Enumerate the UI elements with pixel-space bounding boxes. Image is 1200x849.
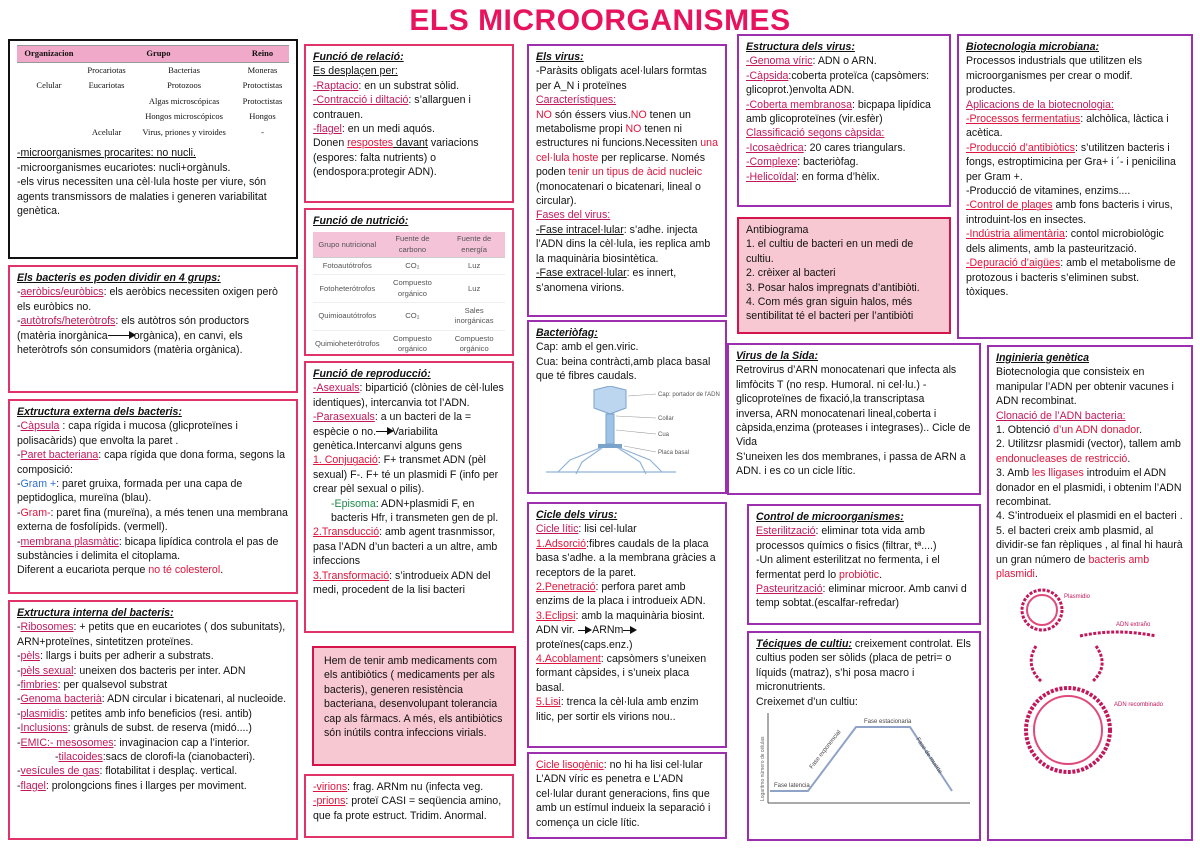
capsula-line: -Càpsula : capa rígida i mucosa (glicproteïnes i polisacàrids) que envolta la paret . <box>17 420 238 447</box>
contraccio-line: -Contracció i diltació: s’allarguen i contrauen. <box>313 94 471 121</box>
plasmid-label: ADN recombinado <box>1114 701 1164 708</box>
table-cell: CO₂ <box>382 302 444 330</box>
plasmid-label: Plasmidio <box>1064 593 1091 600</box>
arrow-icon <box>376 431 392 432</box>
table-cell: Fotoheterótrofos <box>313 275 382 303</box>
bacteriofag-heading: Bacteriòfag: <box>536 327 598 339</box>
caracteristiques-text: NO són éssers vius.NO tenen un metabolisme propi NO tenen ni estructures ni funcions.Necessiten una cel·lula hoste per replicarse. Només poden tenir un tipus de àcid nucleic (monocatenari o bicatenari, lineal o circular). <box>536 108 718 208</box>
cultiu-chart-label: Creixemet d’un cultiu: <box>756 695 858 708</box>
table-row <box>17 78 289 94</box>
table-cell: Virus, priones y viroides <box>142 126 226 137</box>
interna-item: -pèls sexual: uneixen dos bacteris per inter. ADN <box>17 664 246 677</box>
autotrofs-line: -autòtrofs/heteròtrofs: els autòtros són productors (matèria inorgànica orgànica), en canvi, els heteròtrofs són consumidors (matèria orgànica). <box>17 315 250 357</box>
relacio-heading: Funció de relació: <box>313 51 404 63</box>
eclipsi-flow: ADN vir. ARNm <box>536 623 718 637</box>
interna-heading: Extructura interna del bacteris: <box>17 607 174 619</box>
y-axis-label: Logaritmo número de células <box>760 736 766 802</box>
grups-box <box>8 265 298 393</box>
table-header: Organizacion <box>17 46 81 63</box>
classificacio-label: Classificació segons càpsida: <box>746 127 885 140</box>
interna-item: -Ribosomes: + petits que en eucariotes ( dos subunitats), ARN+proteïnes, sintetitzen proteïnes. <box>17 621 286 648</box>
paret-line: -Paret bacteriana: capa rígida que dona forma, segons la composició: <box>17 449 285 476</box>
eucariotes-line: -microorganismes eucariotes: nucli+orgànuls. <box>17 161 231 174</box>
vitamines-line: -Producció de vitamines, enzims.... <box>966 185 1131 198</box>
fases-label: Fases del virus: <box>536 209 611 222</box>
antibiotics-line: -Producció d’antibiòtics: s’utilitzen bacteris i fongs, estroptimicina per Gra+ i ´- i penicilina per Gram +. <box>966 141 1176 183</box>
antibiograma-step: 1. el cultiu de bacteri en un medi de cultiu. <box>746 238 914 265</box>
table-row <box>17 125 289 141</box>
table-cell: CO₂ <box>382 258 444 275</box>
cicle-heading: Cicle dels virus: <box>536 509 618 521</box>
table-header: Grupo nutricional <box>313 232 382 257</box>
relacio-intro: Es desplaçen per: <box>313 65 398 78</box>
estructura-heading: Estructura dels virus: <box>746 41 855 53</box>
estructura-virus-box <box>737 34 951 207</box>
plasmid-label: ADN extraño <box>1116 621 1151 628</box>
transformacio-line: 3.Transformació: s’introdueix ADN del medi, procedent de la lisi bacteri <box>313 569 491 597</box>
table-cell: Hongos <box>249 111 276 122</box>
fermentat-line: -Un aliment esterilitzat no fermenta, i el fermentat perd lo probiòtic. <box>756 554 940 581</box>
relacio-box <box>304 44 514 203</box>
reproduccio-heading: Funció de reproducció: <box>313 368 431 380</box>
table-cell: Procariotas <box>87 64 126 75</box>
proteines-line: proteïnes(caps.enz.) <box>536 638 633 651</box>
table-cell: Compuesto orgánico <box>443 330 505 356</box>
table-row <box>313 330 505 356</box>
table-cell <box>17 109 81 125</box>
biotec-heading: Biotecnologia microbiana: <box>966 41 1100 53</box>
table-cell: - <box>261 126 264 137</box>
virus-heading: Els virus: <box>536 51 584 63</box>
membrana-line: -membrana plasmàtic: bicapa lipídica controla el pas de substàncies i delimita el citoplama. <box>17 535 279 563</box>
alimentaria-line: -Indústria alimentària: contol microbiològic dels aliments, amb la pasteurització. <box>966 228 1164 255</box>
table-cell: Bacterias <box>168 64 200 75</box>
gramp-line: -Gram +: paret gruixa, formada per una capa de peptidoglica, mureïna (blau). <box>17 478 243 505</box>
table-header: Reino <box>236 46 289 63</box>
antibiograma-step: 4. Com més gran siguin halos, més sentibilitat té el bacteri per l’antibiòti <box>746 296 914 323</box>
parasexuals-line: -Parasexuals: a un bacteri de la = espècie o no. Variabilita genètica.Intercanvi alguns gens <box>313 411 472 453</box>
table-cell: Compuesto orgánico <box>382 330 444 356</box>
flagel-line: -flagel: en un medi aquós. <box>313 123 435 136</box>
transduccio-line: 2.Transducció: amb agent trasnmissor, pasa l’ADN d’un bacteri a un altre, amb infeccions <box>313 526 498 568</box>
sida-box <box>727 343 981 495</box>
bacteriophage-diagram <box>536 386 722 476</box>
phage-label: Cua <box>658 431 670 438</box>
cicle-box <box>527 502 727 748</box>
table-cell: Luz <box>443 258 505 275</box>
aplicacions-label: Aplicacions de la biotecnologia: <box>966 98 1114 111</box>
table-cell: Moneras <box>247 64 278 75</box>
coberta-line: -Coberta membranosa: bicpapa lipídica amb glicoproteïnes (vir.esfèr) <box>746 98 931 126</box>
conjugacio-line: 1. Conjugació: F+ transmet ADN (pèl sexual) F-. F+ té un plasmidi F (info per crear pèl sexual o pilis). <box>313 454 499 496</box>
classification-table <box>17 45 289 140</box>
sida-p3: S’uneixen les dos membranes, i passa de ARN a ADN. i es co un cicle lític. <box>736 450 966 478</box>
interna-item: -fimbries: per qualsevol substrat <box>17 679 168 692</box>
biotecnologia-box <box>957 34 1193 339</box>
phage-label: Collar <box>658 415 674 422</box>
table-cell: Algas microscópicas <box>148 95 220 106</box>
phase-label: Fase latencia <box>774 783 810 790</box>
table-header: Fuente de carbono <box>382 232 444 257</box>
pasteuritzacio-line: Pasteurització: eliminar microor. Amb canvi d temp sobtat.(escalfar-refredar) <box>756 583 967 610</box>
esterilitzacio-line: Esterilització: eliminar tota vida amb processos químics o fisics (filtrar, tª....) <box>756 525 937 552</box>
nutricio-box <box>304 208 514 356</box>
table-cell <box>81 94 132 110</box>
table-cell: Fotoautótrofos <box>313 258 382 275</box>
sida-p2: inversa, ARN monocatenari lineal,coberta i càpsida,enzima (proteases i integrases).. Cicle de Vida <box>736 407 971 449</box>
reproduccio-box <box>304 361 514 633</box>
antibiograma-step: 3. Posar halos impregnats d’antibiòti. <box>746 281 920 294</box>
table-cell: Quimioheterótrofos <box>313 330 382 356</box>
arrow-icon <box>108 335 134 336</box>
virus-box <box>527 44 727 317</box>
cultiu-text: Téciques de cultiu: creixement controlat. Els cultius poden ser sòlids (placa de petri= o líquids (matraz), s’hi posa macro i micronutrients. <box>756 638 971 694</box>
interna-item: -vesícules de gas: flotabilitat i desplaç. vertical. <box>17 765 238 778</box>
table-cell: Sales inorgánicas <box>443 302 505 330</box>
table-cell <box>81 109 132 125</box>
helicoidal-line: -Helicoïdal: en forma d’hèlix. <box>746 170 880 183</box>
bacteriofag-box <box>527 320 727 494</box>
growth-curve-chart <box>756 709 974 809</box>
table-cell: Protoctistas <box>242 95 283 106</box>
table-cell: Luz <box>443 275 505 303</box>
page-title: ELS MICROORGANISMES <box>409 4 791 37</box>
lisogenic-text: Cicle lisogènic: no hi ha lisi cel·lular L’ADN víric es penetra e L’ADN cel·lular durant generacions, fins que amb un estímul indueix la separació i comença un cicle lític. <box>536 759 711 829</box>
genetica-box <box>987 345 1193 841</box>
lisogenic-box <box>527 752 727 839</box>
acoblament-line: 4.Acoblament: capsòmers s’uneixen formant càpsides, i s’uneix placa basal. <box>536 653 707 694</box>
diferent-line: Diferent a eucariota perque no té colesterol. <box>17 564 224 577</box>
table-cell: Eucariotas <box>88 80 125 91</box>
nutricio-heading: Funció de nutrició: <box>313 215 409 227</box>
table-cell: Hongos microscópicos <box>145 111 223 122</box>
clonacio-step: 2. Utilitzsr plasmidi (vector), tallem amb endonucleases de restricció. <box>996 438 1181 465</box>
interna-item: -Genoma bacterià: ADN circular i bicatenari, al nucleoide. <box>17 693 287 706</box>
episoma-line: -Episoma: ADN+plasmidi F, en bacteris Hfr, i transmeten gen de pl. <box>331 497 499 525</box>
table-cell: Compuesto orgánico <box>382 275 444 303</box>
sida-heading: Virus de la Sida: <box>736 350 819 362</box>
fermentatius-line: -Processos fermentatius: alchòlica, làctica i acètica. <box>966 113 1169 140</box>
externa-heading: Extructura externa dels bacteris: <box>17 406 182 418</box>
table-row <box>17 109 289 125</box>
interna-item: -tilacoides:sacs de clorofi-la (cianobacteri). <box>55 751 256 764</box>
virus-intro: -Paràsits obligats acel·lulars formtas per A_N i proteïnes <box>536 65 707 92</box>
clonacio-step: 5. el bacteri creix amb plasmid, al dividir-se fan rèpliques , al final hi haurà un gran número de bacteris amb plasmidi. <box>996 524 1183 581</box>
penetracio-line: 2.Penetració: perfora paret amb enzims de la placa i introdueix ADN. <box>536 581 706 608</box>
grups-heading: Els bacteris es poden dividir en 4 grups: <box>17 272 221 284</box>
table-cell: Quimioautótrofos <box>313 302 382 330</box>
phase-label: Fase de muerte <box>914 736 943 775</box>
genetica-heading: Inginieria genètica <box>996 352 1090 364</box>
table-header: Fuente de energía <box>443 232 505 257</box>
lisi-line: 5.Lisi: trenca la cèl·lula amb enzim litic, per sortir els virions nou.. <box>536 696 699 723</box>
antibiograma-step: 2. crèixer al bacteri <box>746 267 836 280</box>
plages-line: -Control de plages amb fons bacteris i virus, introduint-los en insectes. <box>966 199 1173 226</box>
table-cell: Protozoos <box>167 80 202 91</box>
icosaedrica-line: -Icosaèdrica: 20 cares triangulars. <box>746 141 906 154</box>
arrow-icon <box>623 630 635 631</box>
externa-box <box>8 399 298 594</box>
litic-line: Cicle lític: lisi cel·lular <box>536 523 637 536</box>
capsida-line: -Càpsida:coberta proteïca (capsòmers: glicoprot.)envolta ADN. <box>746 69 930 97</box>
cap-line: Cap: amb el gen.viric. <box>536 341 639 354</box>
sida-p1: Retrovirus d’ARN monocatenari que infecta als limfòcits T (no resp. Humoral. ni cel·lu.) -glicoproteïnes de fixació,la transcriptasa <box>736 364 957 406</box>
eclipsi-line: 3.Eclipsi: amb la maquinària biosint. <box>536 609 705 622</box>
phage-label: Placa basal <box>658 449 690 456</box>
table-cell: Protoctistas <box>242 80 283 91</box>
extracel-line: -Fase extracel·lular: es innert, s’anomena virions. <box>536 267 677 294</box>
interna-item: -pèls: llargs i buits per adherir a substrats. <box>17 650 214 663</box>
interna-box <box>8 600 298 840</box>
complexe-line: -Complexe: bacteriòfag. <box>746 156 859 169</box>
nutricio-table <box>313 232 505 356</box>
interna-item: -flagel: prolongcions fines i llarges per moviment. <box>17 779 247 792</box>
clonacio-step: 3. Amb les lligases introduim el ADN donador en el plasmidi, i obtenim l’ADN recombinat. <box>996 467 1182 509</box>
table-row <box>17 94 289 110</box>
plasmid-diagram <box>996 586 1186 786</box>
table-row <box>17 62 289 78</box>
respostes-line: Donen respostes davant variacions (espores: falta nutrients) o (endospora:protegir ADN). <box>313 137 479 179</box>
clonacio-label: Clonació de l’ADN bacteria: <box>996 409 1126 422</box>
table-cell <box>17 62 81 78</box>
intracel-line: -Fase intracel·lular: s’adhe. injecta l’ADN dins la cèl·lula, ies replica amb la maquinària biosintètica. <box>536 223 711 265</box>
table-row <box>313 258 505 275</box>
genetica-intro: Biotecnologia que consisteix en manipular l’ADN per obtenir vacunes i ADN recombinat. <box>996 366 1174 408</box>
table-row <box>313 302 505 330</box>
table-cell: Acelular <box>91 126 122 137</box>
table-cell <box>17 94 81 110</box>
antibiograma-box <box>737 217 951 334</box>
gramn-line: -Gram-: paret fina (mureïna), a més tenen una membrana externa de fosfolípids. (vermell). <box>17 506 288 534</box>
asexuals-line: -Asexuals: bipartició (clònies de cèl·lules identiques), intercanvia tot l’ADN. <box>313 382 504 409</box>
control-box <box>747 504 981 625</box>
virus-line: -els virus necessiten una cèl·lula hoste per viure, són agents transmissors de malaties i generen variabilitat genètica. <box>17 176 267 217</box>
interna-item: -plasmidis: petites amb info beneficios (resi. antib) <box>17 707 252 720</box>
classification-box <box>8 39 298 259</box>
adsorcio-line: 1.Adsorció:fibres caudals de la placa basa s’adhe. a la membrana gràcies a receptors de la paret. <box>536 537 716 579</box>
biotec-intro: Processos industrials que utilitzen els microorganismes per crear o modif. productes. <box>966 55 1143 97</box>
table-row <box>313 275 505 303</box>
prions-line: -prions: proteï CASI = seqüencia amino, que fa prote estruct. Tridim. Anormal. <box>313 795 502 822</box>
phage-label: Cap: portador de l'ADN <box>658 391 720 398</box>
genoma-line: -Genoma víric: ADN o ARN. <box>746 55 877 68</box>
control-heading: Control de microorganismes: <box>756 511 904 523</box>
interna-item: -EMIC:- mesosomes: invaginacion cap a l’interior. <box>17 736 250 749</box>
table-cell: Celular <box>36 80 62 91</box>
arrow-icon <box>578 630 590 631</box>
raptacio-line: -Raptacio: en un substrat sòlid. <box>313 79 460 92</box>
interna-item: -Inclusions: grànuls de subst. de reserva (midó....) <box>17 722 252 735</box>
virions-line: -virions: frag. ARNm nu (infecta veg. <box>313 781 484 793</box>
phase-label: Fase estacionaria <box>864 719 912 726</box>
clonacio-step: 1. Obtenció d’un ADN donador. <box>996 424 1143 437</box>
virions-box <box>304 774 514 838</box>
table-header: Grupo <box>81 46 236 63</box>
depuracio-line: -Depuració d’aigües: amb el metabolisme de protozous i bacteris s’eliminen subst. tòxiques. <box>966 257 1176 298</box>
phase-label: Fase exponencial <box>808 729 843 771</box>
cultiu-box <box>747 631 981 841</box>
medicaments-note <box>312 646 516 766</box>
procariotes-line: -microorganismes procarites: no nucli. <box>17 147 196 160</box>
antibiograma-heading: Antibiograma <box>746 224 809 236</box>
medicaments-text: Hem de tenir amb medicaments com els antibiòtics ( medicaments per als bacteris), generen resistència bacteriana, desenvolupant tolerancia cap als fàrmacs. A més, els antibiòtics són inútils contra infeccions virials. <box>324 655 503 740</box>
clonacio-step: 4. S’introdueix el plasmidi en el bacteri . <box>996 510 1183 523</box>
aerobics-line: -aeròbics/euròbics: els aeròbics necessiten oxigen però els euròbics no. <box>17 286 278 313</box>
caracteristiques-label: Característiques: <box>536 94 617 107</box>
table-cell <box>17 125 81 141</box>
cua-line: Cua: beina contràcti,amb placa basal que té fibres caudals. <box>536 355 711 383</box>
